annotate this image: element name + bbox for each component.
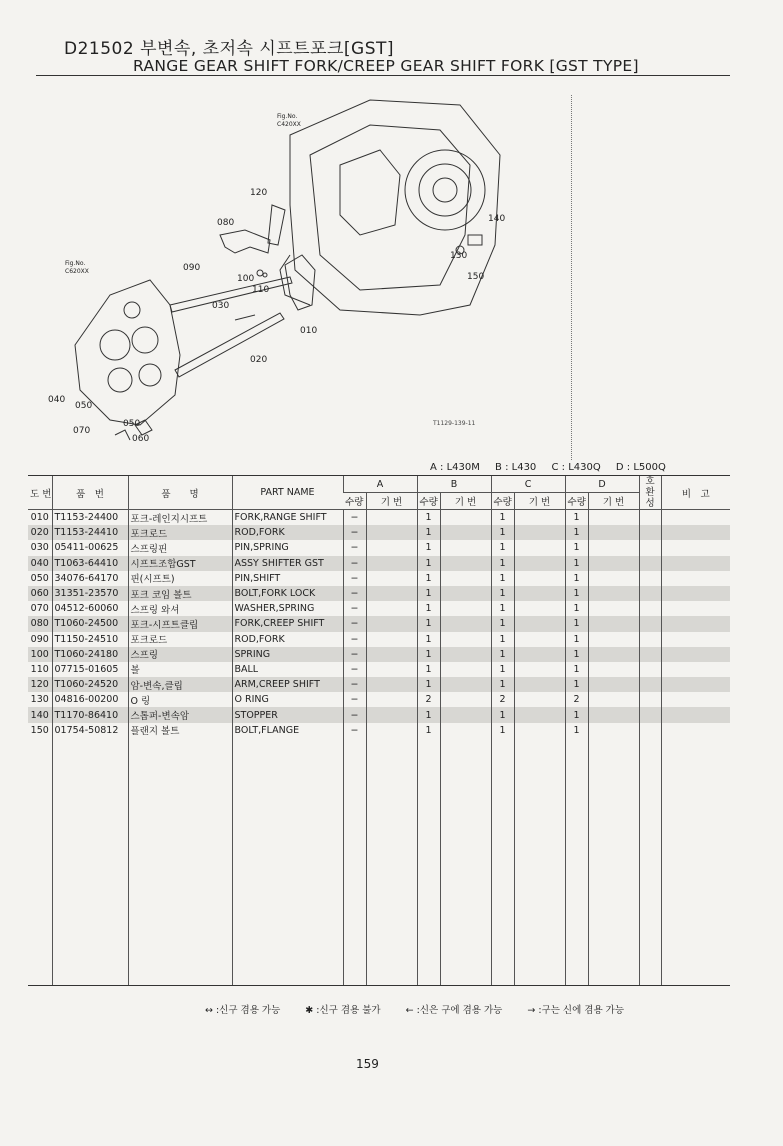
row-qty-b: 1 bbox=[417, 571, 440, 586]
row-qty-c: 2 bbox=[491, 692, 514, 707]
row-code-c bbox=[514, 662, 565, 677]
row-qty-b: 1 bbox=[417, 662, 440, 677]
fork-rod-020 bbox=[175, 313, 284, 377]
row-part-no: T1060-24500 bbox=[52, 616, 128, 631]
row-part-no: T1150-24510 bbox=[52, 632, 128, 647]
row-name-ko: 스프링 bbox=[128, 647, 232, 662]
row-part-no: T1060-24180 bbox=[52, 647, 128, 662]
row-remarks bbox=[661, 556, 730, 571]
row-code-a bbox=[366, 662, 417, 677]
row-code-a bbox=[366, 510, 417, 526]
table-row bbox=[28, 556, 730, 571]
row-qty-c: 1 bbox=[491, 647, 514, 662]
row-name-ko: 시프트조합GST bbox=[128, 556, 232, 571]
model-a: A : L430M bbox=[430, 462, 480, 473]
table-row bbox=[28, 647, 730, 662]
row-qty-a: − bbox=[343, 601, 366, 616]
row-no: 110 bbox=[30, 663, 49, 675]
table-row bbox=[28, 692, 730, 707]
header-group-a: A bbox=[343, 476, 417, 493]
row-compat bbox=[639, 586, 661, 601]
row-qty-a: − bbox=[343, 692, 366, 707]
row-part-no: 04816-00200 bbox=[52, 692, 128, 707]
row-code-d bbox=[588, 586, 639, 601]
row-remarks bbox=[661, 586, 730, 601]
row-name-ko: 스프링핀 bbox=[128, 540, 232, 555]
row-qty-d: 1 bbox=[565, 647, 588, 662]
row-code-d bbox=[588, 647, 639, 662]
row-compat bbox=[639, 723, 661, 738]
row-qty-b: 1 bbox=[417, 601, 440, 616]
row-no: 030 bbox=[30, 542, 49, 554]
callout-030: 030 bbox=[212, 301, 230, 311]
table-row bbox=[28, 632, 730, 647]
row-no: 060 bbox=[28, 586, 52, 601]
model-b: B : L430 bbox=[495, 462, 537, 473]
row-no: 120 bbox=[28, 677, 52, 692]
row-part-name: BALL bbox=[232, 662, 343, 677]
table-row bbox=[28, 723, 730, 738]
parts-table bbox=[28, 475, 730, 986]
row-remarks bbox=[661, 692, 730, 707]
row-code-a bbox=[366, 601, 417, 616]
row-qty-c: 1 bbox=[491, 556, 514, 571]
row-code-c bbox=[514, 692, 565, 707]
parts-table-body bbox=[28, 510, 730, 986]
row-code-c bbox=[514, 540, 565, 555]
row-no: 050 bbox=[30, 572, 49, 584]
row-no: 140 bbox=[28, 707, 52, 722]
row-qty-a: − bbox=[343, 647, 366, 662]
creep-fork-080 bbox=[220, 230, 270, 253]
callout-040: 040 bbox=[48, 395, 66, 405]
callout-020: 020 bbox=[250, 355, 268, 365]
table-row bbox=[28, 540, 730, 555]
figure-id: T1129-139-11 bbox=[433, 420, 476, 427]
header-code-d: 기 번 bbox=[588, 493, 639, 510]
row-part-name: BOLT,FLANGE bbox=[232, 723, 343, 738]
row-no: 100 bbox=[28, 647, 52, 662]
table-row bbox=[28, 616, 730, 631]
row-code-d bbox=[588, 662, 639, 677]
row-no: 090 bbox=[30, 633, 49, 645]
row-remarks bbox=[661, 616, 730, 631]
row-code-a bbox=[366, 571, 417, 586]
row-code-c bbox=[514, 647, 565, 662]
legend-new-on-old: ← :신은 구에 겸용 가능 bbox=[405, 1005, 503, 1016]
row-code-a bbox=[366, 707, 417, 722]
row-qty-a: − bbox=[343, 707, 366, 722]
row-compat bbox=[639, 647, 661, 662]
row-qty-d: 1 bbox=[565, 525, 588, 540]
row-part-no: 34076-64170 bbox=[52, 571, 128, 586]
row-qty-b: 1 bbox=[417, 647, 440, 662]
row-compat bbox=[639, 556, 661, 571]
row-remarks bbox=[661, 632, 730, 647]
row-qty-d: 1 bbox=[565, 662, 588, 677]
row-code-c bbox=[514, 632, 565, 647]
row-qty-d: 1 bbox=[565, 601, 588, 616]
row-code-c bbox=[514, 586, 565, 601]
row-qty-a: − bbox=[343, 571, 366, 586]
row-qty-a: − bbox=[343, 525, 366, 540]
row-compat bbox=[639, 616, 661, 631]
vertical-divider bbox=[571, 95, 572, 460]
header-qty-d: 수량 bbox=[565, 493, 588, 510]
row-code-a bbox=[366, 540, 417, 555]
row-qty-d: 1 bbox=[565, 586, 588, 601]
table-row bbox=[28, 707, 730, 722]
row-no: 010 bbox=[30, 512, 49, 524]
row-qty-b: 1 bbox=[417, 525, 440, 540]
page-number: 159 bbox=[356, 1057, 379, 1071]
title-rule bbox=[36, 75, 730, 76]
row-code-b bbox=[440, 662, 491, 677]
table-row bbox=[28, 525, 730, 540]
row-code-a bbox=[366, 616, 417, 631]
row-code-c bbox=[514, 525, 565, 540]
header-part-no: 품 번 bbox=[52, 476, 128, 510]
page-title-english: RANGE GEAR SHIFT FORK/CREEP GEAR SHIFT FORK [GST TYPE] bbox=[133, 57, 639, 75]
exploded-parts-diagram bbox=[40, 95, 540, 455]
page-title-korean: D21502 부변속, 초저속 시프트포크[GST] bbox=[64, 39, 395, 59]
callout-130: 130 bbox=[450, 251, 468, 261]
row-qty-a: − bbox=[343, 586, 366, 601]
row-code-c bbox=[514, 556, 565, 571]
row-code-b bbox=[440, 616, 491, 631]
row-remarks bbox=[661, 601, 730, 616]
row-code-b bbox=[440, 571, 491, 586]
row-compat bbox=[639, 662, 661, 677]
row-part-no: T1170-86410 bbox=[52, 707, 128, 722]
fig-ref-left-line1: Fig.No. bbox=[65, 260, 86, 267]
row-part-name: ROD,FORK bbox=[232, 632, 343, 647]
row-part-name: PIN,SHIFT bbox=[232, 571, 343, 586]
model-c: C : L430Q bbox=[551, 462, 601, 473]
row-part-no: 31351-23570 bbox=[52, 586, 128, 601]
row-part-name: SPRING bbox=[232, 647, 343, 662]
row-code-d bbox=[588, 723, 639, 738]
row-qty-a: − bbox=[343, 632, 366, 647]
row-part-no: T1153-24400 bbox=[52, 510, 128, 526]
header-qty-b: 수량 bbox=[417, 493, 440, 510]
creep-arm-120 bbox=[268, 205, 285, 245]
row-part-name: ROD,FORK bbox=[232, 525, 343, 540]
row-qty-b: 1 bbox=[417, 540, 440, 555]
row-qty-c: 1 bbox=[491, 723, 514, 738]
model-d: D : L500Q bbox=[615, 462, 666, 473]
row-code-c bbox=[514, 707, 565, 722]
row-code-d bbox=[588, 632, 639, 647]
fork-rod-090 bbox=[170, 277, 292, 312]
row-part-no: 04512-60060 bbox=[52, 601, 128, 616]
row-qty-c: 1 bbox=[491, 616, 514, 631]
row-remarks bbox=[661, 510, 730, 526]
row-no: 020 bbox=[28, 525, 52, 540]
row-no: 080 bbox=[28, 616, 52, 631]
row-code-d bbox=[588, 571, 639, 586]
row-qty-b: 1 bbox=[417, 632, 440, 647]
row-part-no: 05411-00625 bbox=[52, 540, 128, 555]
row-compat bbox=[639, 632, 661, 647]
row-remarks bbox=[661, 647, 730, 662]
header-remarks: 비 고 bbox=[661, 476, 730, 510]
row-code-c bbox=[514, 677, 565, 692]
row-code-a bbox=[366, 556, 417, 571]
row-name-ko: O 링 bbox=[128, 692, 232, 707]
row-code-d bbox=[588, 692, 639, 707]
row-name-ko: 포크-시프트클립 bbox=[128, 616, 232, 631]
row-qty-c: 1 bbox=[491, 632, 514, 647]
row-qty-c: 1 bbox=[491, 571, 514, 586]
legend-both: ↔ :신구 겸용 가능 bbox=[205, 1005, 281, 1016]
row-compat bbox=[639, 707, 661, 722]
row-part-name: FORK,RANGE SHIFT bbox=[232, 510, 343, 526]
row-code-d bbox=[588, 677, 639, 692]
compatibility-legend bbox=[205, 1002, 646, 1016]
row-qty-d: 1 bbox=[565, 571, 588, 586]
row-code-b bbox=[440, 677, 491, 692]
row-code-b bbox=[440, 601, 491, 616]
row-qty-d: 1 bbox=[565, 556, 588, 571]
row-code-c bbox=[514, 571, 565, 586]
row-code-a bbox=[366, 677, 417, 692]
callout-140: 140 bbox=[488, 214, 506, 224]
table-row bbox=[28, 510, 730, 526]
row-code-d bbox=[588, 707, 639, 722]
row-remarks bbox=[661, 723, 730, 738]
row-code-d bbox=[588, 556, 639, 571]
row-compat bbox=[639, 510, 661, 526]
row-qty-b: 1 bbox=[417, 616, 440, 631]
row-code-c bbox=[514, 723, 565, 738]
transmission-case bbox=[290, 100, 500, 315]
row-qty-b: 2 bbox=[417, 692, 440, 707]
row-compat bbox=[639, 677, 661, 692]
row-part-name: O RING bbox=[232, 692, 343, 707]
row-name-ko: 포크로드 bbox=[128, 525, 232, 540]
row-code-c bbox=[514, 601, 565, 616]
header-compat: 호 환 성 bbox=[639, 476, 661, 510]
fig-ref-left-line2: C620XX bbox=[65, 268, 89, 275]
row-qty-a: − bbox=[343, 662, 366, 677]
row-code-a bbox=[366, 632, 417, 647]
row-compat bbox=[639, 571, 661, 586]
table-row bbox=[28, 601, 730, 616]
row-qty-c: 1 bbox=[491, 662, 514, 677]
row-qty-d: 1 bbox=[565, 707, 588, 722]
row-compat bbox=[639, 525, 661, 540]
row-name-ko: 스톱퍼-변속암 bbox=[128, 707, 232, 722]
row-code-d bbox=[588, 525, 639, 540]
row-qty-c: 1 bbox=[491, 601, 514, 616]
row-qty-d: 1 bbox=[565, 677, 588, 692]
row-name-ko: 볼 bbox=[128, 662, 232, 677]
callout-060: 060 bbox=[132, 434, 150, 444]
row-code-b bbox=[440, 525, 491, 540]
row-remarks bbox=[661, 677, 730, 692]
row-qty-a: − bbox=[343, 616, 366, 631]
row-compat bbox=[639, 601, 661, 616]
row-code-a bbox=[366, 692, 417, 707]
fig-ref-top-line1: Fig.No. bbox=[277, 113, 298, 120]
row-code-a bbox=[366, 647, 417, 662]
row-remarks bbox=[661, 707, 730, 722]
row-code-c bbox=[514, 510, 565, 526]
row-qty-a: − bbox=[343, 723, 366, 738]
row-qty-c: 1 bbox=[491, 540, 514, 555]
row-no: 070 bbox=[30, 603, 49, 615]
header-code-c: 기 번 bbox=[514, 493, 565, 510]
row-qty-c: 1 bbox=[491, 707, 514, 722]
row-code-d bbox=[588, 510, 639, 526]
row-qty-d: 1 bbox=[565, 632, 588, 647]
row-part-name: PIN,SPRING bbox=[232, 540, 343, 555]
legend-old-on-new: → :구는 신에 겸용 가능 bbox=[527, 1005, 624, 1016]
row-name-ko: 암-변속,클립 bbox=[128, 677, 232, 692]
row-qty-c: 1 bbox=[491, 586, 514, 601]
callout-050-a: 050 bbox=[75, 401, 93, 411]
row-qty-b: 1 bbox=[417, 556, 440, 571]
callout-010: 010 bbox=[300, 326, 318, 336]
row-code-d bbox=[588, 616, 639, 631]
row-part-name: FORK,CREEP SHIFT bbox=[232, 616, 343, 631]
table-filler-row bbox=[28, 738, 730, 986]
row-remarks bbox=[661, 525, 730, 540]
row-code-a bbox=[366, 525, 417, 540]
row-qty-d: 1 bbox=[565, 616, 588, 631]
callout-090: 090 bbox=[183, 263, 201, 273]
header-qty-c: 수량 bbox=[491, 493, 514, 510]
row-code-b bbox=[440, 692, 491, 707]
header-qty-a: 수량 bbox=[343, 493, 366, 510]
callout-100: 100 bbox=[237, 274, 255, 284]
header-name-ko: 품 명 bbox=[128, 476, 232, 510]
row-qty-b: 1 bbox=[417, 707, 440, 722]
header-group-b: B bbox=[417, 476, 491, 493]
row-code-d bbox=[588, 540, 639, 555]
callout-120: 120 bbox=[250, 188, 268, 198]
row-name-ko: 핀(시프트) bbox=[128, 571, 232, 586]
table-row bbox=[28, 677, 730, 692]
row-code-b bbox=[440, 723, 491, 738]
row-code-b bbox=[440, 586, 491, 601]
row-qty-c: 1 bbox=[491, 510, 514, 526]
header-code-b: 기 번 bbox=[440, 493, 491, 510]
row-qty-c: 1 bbox=[491, 525, 514, 540]
row-qty-b: 1 bbox=[417, 677, 440, 692]
row-part-no: T1063-64410 bbox=[52, 556, 128, 571]
row-part-no: T1153-24410 bbox=[52, 525, 128, 540]
row-part-no: 01754-50812 bbox=[52, 723, 128, 738]
row-remarks bbox=[661, 571, 730, 586]
row-qty-a: − bbox=[343, 510, 366, 526]
header-part-name: PART NAME bbox=[232, 476, 343, 510]
header-group-d: D bbox=[565, 476, 639, 493]
legend-none: ✱ :신구 겸용 불가 bbox=[305, 1005, 381, 1016]
range-fork-010 bbox=[285, 255, 315, 310]
row-no: 150 bbox=[30, 724, 49, 736]
row-code-a bbox=[366, 723, 417, 738]
row-name-ko: 플랜지 볼트 bbox=[128, 723, 232, 738]
row-part-name: ASSY SHIFTER GST bbox=[232, 556, 343, 571]
row-qty-a: − bbox=[343, 677, 366, 692]
row-name-ko: 스프링 와셔 bbox=[128, 601, 232, 616]
row-qty-b: 1 bbox=[417, 510, 440, 526]
row-code-b bbox=[440, 632, 491, 647]
row-code-b bbox=[440, 556, 491, 571]
row-qty-d: 2 bbox=[565, 692, 588, 707]
row-code-c bbox=[514, 616, 565, 631]
row-compat bbox=[639, 692, 661, 707]
row-name-ko: 포크-레인지시프트 bbox=[128, 510, 232, 526]
row-code-b bbox=[440, 510, 491, 526]
header-no: 도 번 bbox=[28, 476, 52, 510]
callout-080: 080 bbox=[217, 218, 235, 228]
row-name-ko: 포크로드 bbox=[128, 632, 232, 647]
row-name-ko: 포크 코임 볼트 bbox=[128, 586, 232, 601]
row-part-name: ARM,CREEP SHIFT bbox=[232, 677, 343, 692]
row-qty-d: 1 bbox=[565, 540, 588, 555]
model-legend bbox=[430, 462, 678, 473]
row-qty-d: 1 bbox=[565, 723, 588, 738]
row-code-d bbox=[588, 601, 639, 616]
fig-ref-top-line2: C420XX bbox=[277, 121, 301, 128]
table-row bbox=[28, 586, 730, 601]
table-row bbox=[28, 571, 730, 586]
row-qty-b: 1 bbox=[417, 723, 440, 738]
row-code-a bbox=[366, 586, 417, 601]
row-compat bbox=[639, 540, 661, 555]
row-part-name: WASHER,SPRING bbox=[232, 601, 343, 616]
row-no: 040 bbox=[28, 556, 52, 571]
row-qty-c: 1 bbox=[491, 677, 514, 692]
row-qty-a: − bbox=[343, 556, 366, 571]
spring-pin-030 bbox=[235, 315, 255, 320]
header-group-c: C bbox=[491, 476, 565, 493]
row-part-name: BOLT,FORK LOCK bbox=[232, 586, 343, 601]
row-code-b bbox=[440, 707, 491, 722]
row-remarks bbox=[661, 540, 730, 555]
row-code-b bbox=[440, 647, 491, 662]
callout-110: 110 bbox=[252, 285, 270, 295]
header-code-a: 기 번 bbox=[366, 493, 417, 510]
callout-070: 070 bbox=[73, 426, 91, 436]
row-part-no: 07715-01605 bbox=[52, 662, 128, 677]
callout-050-b: 050 bbox=[123, 419, 141, 429]
callout-150: 150 bbox=[467, 272, 485, 282]
row-qty-b: 1 bbox=[417, 586, 440, 601]
row-qty-d: 1 bbox=[565, 510, 588, 526]
table-row bbox=[28, 662, 730, 677]
row-code-b bbox=[440, 540, 491, 555]
row-part-no: T1060-24520 bbox=[52, 677, 128, 692]
row-qty-a: − bbox=[343, 540, 366, 555]
row-remarks bbox=[661, 662, 730, 677]
row-no: 130 bbox=[30, 694, 49, 706]
row-part-name: STOPPER bbox=[232, 707, 343, 722]
